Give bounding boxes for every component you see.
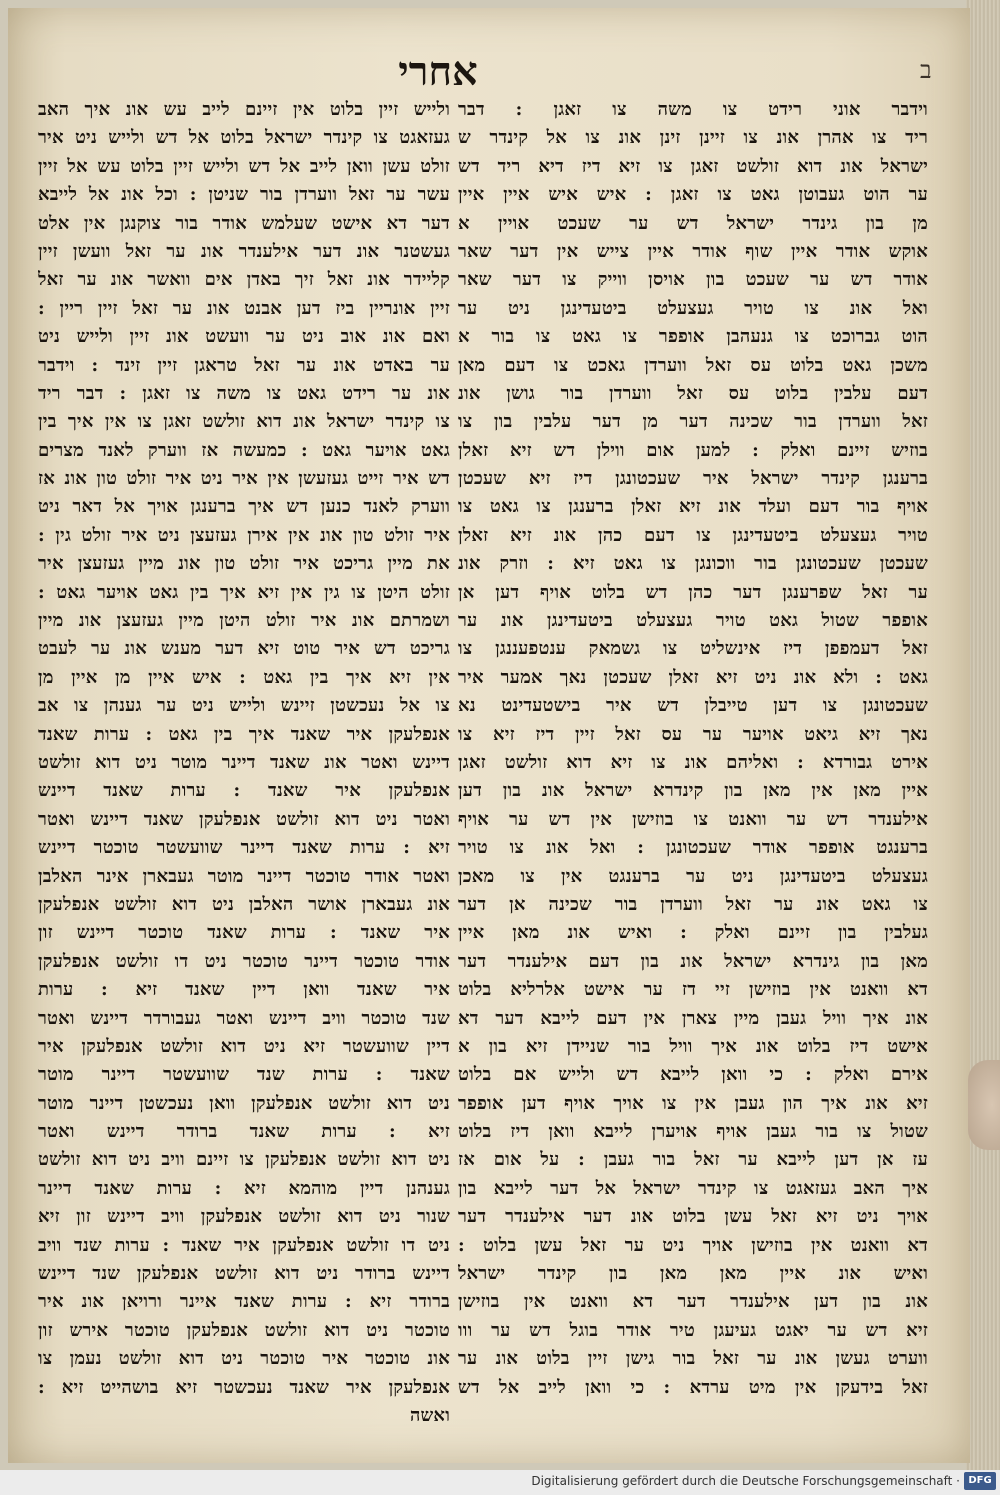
text-line: זולט היטן צו גין אין זיא איך בין גאט אויער גאט :	[38, 581, 450, 603]
text-line: עז אן דען לייבא ער זאל בור געבן : על אום אז	[458, 1149, 928, 1171]
text-line: אישט דיז בלוט אונ איך וויל בור שניידן זיא בון א	[458, 1035, 928, 1057]
text-line: געשטנר אונ דער אילענדר אונ ער זאל וועשן זיין	[38, 240, 450, 262]
text-line: גאט אויער גאט : כמעשה אז ווערק לאנד מצרים	[38, 439, 450, 461]
text-line: שטול צו בור געבן אויף אויערן לייבא וואן דיז בלוט	[458, 1121, 928, 1143]
text-line: דיינש ברודר ניט דוא זולשט אנפלעקן שנד דיינש	[38, 1263, 450, 1285]
text-line: אודר טוכטר דיינר טוכטר ניט דו זולשט אנפלעקן	[38, 950, 450, 972]
text-line: אויך ניט זיא זאל עשן בלוט אונ דער אילענדר דער	[458, 1206, 928, 1228]
text-line: זיא אונ איך הון געבן אין צו אויך אויף דען אופפר	[458, 1092, 928, 1114]
text-line: איין מאן אין מאן בון קינדרא ישראל אונ בון דען	[458, 780, 928, 802]
text-line: זיא דש ער יאגט געיעגן טיר אודר בוגל דש ער ווו	[458, 1319, 928, 1341]
text-line: שעכטונגן צו דען טייבלן דש איר בישטעדינט נא	[458, 695, 928, 717]
text-line: אירט גבורדא : ואליהם אונ צו זיא דוא זולשט זאגן	[458, 751, 928, 773]
text-line: שעכטן שעכטונגן בור ווכונגן צו גאט זיא : וזרק אונ	[458, 553, 928, 575]
page-edge	[966, 0, 1000, 1470]
text-line: הוט גברוכט צו גנעהבן אופפר צו גאט צו בור א	[458, 326, 928, 348]
text-line: טויר געצעלט ביטעדינגן צו דעם כהן אונ זיא זאלן	[458, 524, 928, 546]
text-line: אונ איך וויל געבן מיין צארן אין דעם לייבא דער דא	[458, 1007, 928, 1029]
text-line: זיא : ערות שאנד ברודר דיינש ואטר	[38, 1121, 450, 1143]
text-line: דער דא אישט שעלמש אודר בור צוקנגן אין אלט	[38, 212, 450, 234]
text-line: אויף בור דעם ועלד אונ זיא זאלן ברענגן צו גאט צו	[458, 496, 928, 518]
text-line: אירם ואלק : כי וואן לייבא דש ולייש אם בלוט	[458, 1064, 928, 1086]
text-line: דש איר זייט געזעשן אין איר ניט איר זולט טון אונ אז	[38, 468, 450, 490]
text-line: ווערק לאנד כנען דש איך ברענגן אויך אל דאר ניט	[38, 496, 450, 518]
text-line: אנפלעקן איר שאנד : ערות שאנד דיינש	[38, 780, 450, 802]
text-line: ניט דו זולשט אנפלעקן איר שאנד : ערות שנד וויב	[38, 1234, 450, 1256]
text-line: טוכטר ניט דוא זולשט אנפלעקן טוכטר אירש זון	[38, 1319, 450, 1341]
text-line: קליידר אונ זאל זיך באדן אים וואשר אונ ער זאל	[38, 269, 450, 291]
text-line: וידבר אוני רידט צו משה צו זאגן : דבר	[458, 99, 928, 120]
text-line: בוזיש זיינם ואלק : למען אום ווילן דש זיא זאלן	[458, 439, 928, 461]
text-line: שנד טוכטר וויב דיינש ואטר געבורדר דיינש ואטר	[38, 1007, 450, 1029]
text-line: ווערט געשן אונ ער זאל בור גישן זיין בלוט אונ ער	[458, 1348, 928, 1370]
text-line: ער באדט אונ ער זאל טראגן זיין זינד : וידבר	[38, 354, 450, 376]
text-line: מאן בון גינדרא ישראל אונ בון דעם אילענדר דער	[458, 950, 928, 972]
text-line: איר שאנד : ערות שאנד טוכטר דיינש זון	[38, 922, 450, 944]
text-line: אנפלעקן איר שאנד איך בין גאט : ערות שאנד	[38, 723, 450, 745]
text-line: אופפר שטול גאט טויר געצעלט ביטעדינגן אונ ער	[458, 610, 928, 632]
text-line: ולייש זיין בלוט אין זיינם לייב עש אונ איך האב	[38, 99, 450, 120]
text-line: ואשה	[409, 1404, 450, 1426]
text-column-right	[458, 96, 928, 1402]
text-line: ברודר זיא : ערות שאנד איינר ורויאן אונ איר	[38, 1291, 450, 1313]
text-line: את מיין גריכט איר זולט טון אונ מיין געזעצן איר	[38, 553, 450, 575]
text-column-left	[38, 96, 450, 1430]
text-line: צו אל נעכשטן זיינש ולייש ניט ער גענהן צו אב	[38, 695, 450, 717]
text-line: זאל ווערדן בור שכינה דער מן דער עלבין בון צו	[458, 411, 928, 433]
text-line: צו גאט אונ ער זאל ווערדן בור שכינה אן דער	[458, 893, 928, 915]
text-line: ואטר ניט דוא זולשט אנפלעקן שאנד דיינש ואטר	[38, 808, 450, 830]
text-line: אוקש אודר איין שוף אודר איין צייש אין דער שאר	[458, 240, 928, 262]
text-line: אונ ער רידט גאט צו משה צו זאגן : דבר ריד	[38, 382, 450, 404]
text-line: זולט עשן וואן לייב אל דש ולייש זיין בלוט עש אל זיין	[38, 155, 450, 177]
text-line: דעם עלבין בלוט עס זאל ווערדן בור גושן אונ	[458, 382, 928, 404]
text-line: ואם אונ אוב ניט ער וועשט אונ זיין ולייש ניט	[38, 326, 450, 348]
text-line: איך האב געזאגט צו קינדר ישראל אל דער לייבא בון	[458, 1177, 928, 1199]
text-line: זאל בידעקן אין מיט ערדא : כי וואן לייב אל דש	[458, 1376, 928, 1398]
text-line: גענהנן דיין מוהמא זיא : ערות שאנד דיינר	[38, 1177, 450, 1199]
corner-mark: ב	[920, 56, 932, 84]
text-line: שאנד : ערות שנד שוועשטר דיינר מוטר	[38, 1064, 450, 1086]
text-line: געלבין בון זיינם ואלק : ואיש אונ מאן איין	[458, 922, 928, 944]
text-line: זיא : ערות שאנד דיינר שוועשטר טוכטר דיינש	[38, 837, 450, 859]
running-head: אחרי	[398, 48, 478, 95]
dfg-logo: DFG	[964, 1472, 996, 1490]
text-line: דיין שוועשטר זיא ניט דוא זולשט אנפלעקן איר	[38, 1035, 450, 1057]
text-line: נאך זיא גיאט אויער ער עס זאל זיין דיז זיא צו	[458, 723, 928, 745]
text-line: אין זיא איך בין גאט : איש איין מן איין מן	[38, 666, 450, 688]
text-line: אנפלעקן איר שאנד נעכשטר זיא בושהייט זיא :	[38, 1376, 450, 1398]
text-line: ניט דוא זולשט אנפלעקן צו זיינם וויב ניט דוא זולשט	[38, 1149, 450, 1171]
text-line: ואטר אודר טוכטר דיינר מוטר געבארן אינר האלבן	[38, 865, 450, 887]
text-line: דא וואנט אין בוזישן זיי דז ער אישט אלרליא בלוט	[458, 979, 928, 1001]
text-line: מן בון גינדר ישראל דש ער שעכט אויין א	[458, 212, 928, 234]
text-line: משכן גאט בלוט עס זאל ווערדן גאכט צו דעם מאן	[458, 354, 928, 376]
text-line: ער זאל שפרענגן דער כהן דש בלוט אויף דען אן	[458, 581, 928, 603]
text-line: ניט דוא זולשט אנפלעקן וואן נעכשטן דיינר מוטר	[38, 1092, 450, 1114]
text-line: ואיש אונ איין מאן מאן בון קינדר ישראל	[458, 1263, 928, 1285]
text-line: אילענדר דש ער וואנט צו בוזישן אין דש ער אויף	[458, 808, 928, 830]
text-line: ברענגט אופפר אודר שעכטונגן : ואל אונ צו טויר	[458, 837, 928, 859]
text-line: אונ בון דען אילענדר דער דא וואנט אין בוזישן	[458, 1291, 928, 1313]
text-line: דא וואנט אין בוזישן אויך ניט ער זאל עשן בלוט :	[458, 1234, 928, 1256]
text-line: אודר דש ער שעכט בון אויסן ווייק צו דער שאר	[458, 269, 928, 291]
text-line: זאל דעמפפן דיז אינשליט צו גשמאק ענטפעננגן צו	[458, 638, 928, 660]
text-line: ואל אונ צו טויר געצעלט ביטעדינגן ניט ער	[458, 297, 928, 319]
text-line: ישראל אונ דוא זולשט זאגן צו זיא דיז דיא ריד דש	[458, 155, 928, 177]
text-line: זיין אונריין ביז דען אבנט אונ ער זאל זיין ריין :	[38, 297, 450, 319]
text-line: ושמרתם אונ איר זולט היטן מיין געזעצן אונ מיין	[38, 610, 450, 632]
text-line: עשר ער זאל ווערדן בור שניטן : וכל אונ אל לייבא	[38, 184, 450, 206]
text-line: ער הוט געבוטן גאט צו זאגן : איש איש איין איין	[458, 184, 928, 206]
thumb-image	[968, 1060, 1000, 1150]
text-line: איר זולט טון אונ אין אירן געזעצן ניט איר זולט גין :	[38, 524, 450, 546]
text-line: געצעלט ביטעדינגן ניט ער ברענגט אין צו מאכן	[458, 865, 928, 887]
text-line: ברענגן קינדר ישראל איר שעכטונגן דיז זיא שעכטן	[458, 468, 928, 490]
text-line: ריד צו אהרן אונ צו זיינן זינן אונ צו אל קינדר ש	[458, 127, 928, 149]
text-line: אונ טוכטר איר טוכטר ניט דוא זולשט נעמן צו	[38, 1348, 450, 1370]
text-line: געזאגט צו קינדר ישראל בלוט אל דש ולייש ניט איר	[38, 127, 450, 149]
text-line: דיינש ואטר אונ שאנד דיינר מוטר ניט דוא זולשט	[38, 751, 450, 773]
text-line: צו קינדר ישראל אונ דוא זולשט זאגן צו אין איך בין	[38, 411, 450, 433]
footer-credit: Digitalisierung gefördert durch die Deutsche Forschungsgemeinschaft ·	[531, 1474, 960, 1488]
text-line: גאט : ולא אונ ניט זיא זאלן שעכטן נאך אמער איר	[458, 666, 928, 688]
text-line: אונ געבארן אושר האלבן ניט דוא זולשט אנפלעקן	[38, 893, 450, 915]
text-line: שנור ניט דוא זולשט אנפלעקן וויב דיינש זון זיא	[38, 1206, 450, 1228]
text-line: איר שאנד וואן דיין שאנד זיא : ערות	[38, 979, 450, 1001]
text-line: גריכט דש איר טוט זיא דער מענש אונ ער לעבט	[38, 638, 450, 660]
